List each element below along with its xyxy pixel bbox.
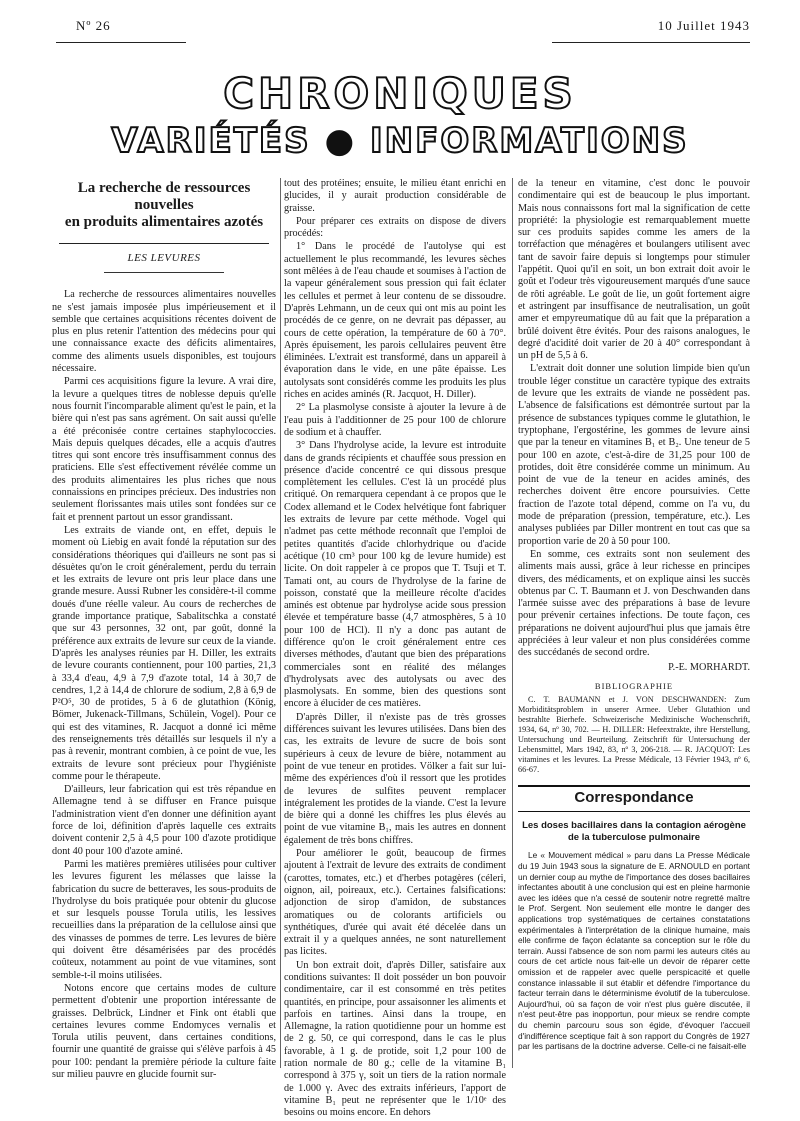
article-paragraph: Parmi les matières premières utilisées pour cultiver les levures figurent les mélasses que laisse la fabrication du sucre de betteraves, les sous-produits de l'hydrolyse du bois pratiquée pour obtenir du glucose et sur lesquels pousse Torula utilis, les lessives recueillies dans la préparation de la cellulose ainsi que des vinasses de pommes de terre. Les levures de bière qui doivent être désamérisées par des procédés coûteux, notamment au point de vue vitamines, sont semble-t-il moins utilisées. <box>52 858 276 981</box>
article-title-line: nouvelles <box>134 197 194 213</box>
issue-date: 10 Juillet 1943 <box>657 18 750 33</box>
article-column-3 <box>518 178 750 1052</box>
masthead-chroniques: CHRONIQUES <box>223 69 577 118</box>
page-header <box>56 16 750 38</box>
correspondance-header <box>518 785 750 812</box>
article-paragraph: Un bon extrait doit, d'après Diller, satisfaire aux conditions suivantes: Il doit posséder un bon pouvoir condimentaire, car il est consommé en très petites quantités, en principe, pour assaisonner les aliments et parfois en tartines. Ainsi dans la troupe, en Allemagne, la ration quotidienne pour un homme est de 2 g. 50, ce qui correspond, dans le cas le plus favorable, à 1 g. de protide, soit 1,2 pour 100 de ration normale de 80 g.; celle de la vitamine B₁ correspond à 375 γ, soit un tiers de la ration normale de 1.000 γ. Avec des extraits inférieurs, l'apport de vitamine B₁ peut ne représenter que le 1/10ᵉ des besoins ou moins encore. En dehors <box>284 959 506 1119</box>
header-rule-left <box>56 42 186 43</box>
section-subtitle: LES LEVURES <box>127 252 201 264</box>
bibliography-title: BIBLIOGRAPHIE <box>594 680 674 691</box>
masthead <box>0 70 800 162</box>
header-rule-right <box>552 42 750 43</box>
article-title-line: La recherche de ressources <box>77 180 251 196</box>
correspondance-title: Correspondance <box>574 789 694 807</box>
article-paragraph: Pour améliorer le goût, beaucoup de firmes ajoutent à l'extrait de levure des extraits de condiment (carottes, tomates, etc.) et d'herbes potagères (céleri, oignon, ail, poireaux, etc.). Certaines falsifications: adjonction de sirop d'amidon, de substances aromatiques ou de colorants artificiels ou synthétiques, d'urée qui avait été décelée dans un extrait il y a quelques années, ne sont naturellement pas licites. <box>284 848 506 958</box>
article-paragraph: Notons encore que certains modes de culture permettent d'obtenir une proportion intéressante de graisses. Delbrück, Lindner et Fink ont établi que certaines levures comme Endomyces vernalis et Torula utilis peuvent, dans certaines conditions, fournir une quantité de graisse qui s'élève parfois à 45 pour 100: pendant la première période la culture faite sur milieu pauvre en glucide fournit sur- <box>52 982 276 1080</box>
article-column-2 <box>284 178 506 1121</box>
article-paragraph: D'ailleurs, leur fabrication qui est très répandue en Allemagne tend à se diffuser en France puisque l'administration vient d'en donner une définition ayant force de loi, définition d'après laquelle ces extraits doivent contenir 2,5 à 4,5 pour 100 d'azote protidique dont 40 pour 100 d'azote aminé. <box>52 784 276 857</box>
article-paragraph: tout des protéines; ensuite, le milieu étant enrichi en glucides, il y aurait production considérable de graisse. <box>284 178 506 214</box>
correspondance-subtitle-line: de la tuberculose pulmonaire <box>568 832 700 844</box>
author-signature: P.-E. MORHARDT. <box>668 661 750 673</box>
masthead-varietes: VARIÉTÉS <box>111 121 311 161</box>
masthead-informations: INFORMATIONS <box>370 121 689 161</box>
article-paragraph: Pour préparer ces extraits on dispose de divers procédés: <box>284 215 506 240</box>
correspondance-body <box>518 850 750 1051</box>
article-title-line: en produits alimentaires azotés <box>64 214 264 230</box>
article-paragraph: D'après Diller, il n'existe pas de très grosses différences suivant les levures utilisées. Dans bien des cas, les extraits de levure de sucre de bois sont supérieurs à ceux de levure de bière, notamment au point de vue teneur en protides. Völker a fait sur lui-même des expériences d'où il ressort que les protides de levures de sulfites peuvent remplacer intégralement les protides de la viande. C'est la levure de bière qui a donné les chiffres les plus élevés au point de vue vitamine B₁, mais les autres en donnent également de très bons chiffres. <box>284 711 506 846</box>
bibliography-entry: C. T. BAUMANN et J. VON DESCHWANDEN: Zum Morbiditätsproblem in unserer Armee. Ueber Glutathion und bestrahlte Bierhefe. Schweizerische Medizinische Wochenschrift, 1934, 64, nº 30, 702. — H. DILLER: Hefeextrakte, ihre Herstellung, Untersuchung und Beurteilung. Zeitschrift für Untersuchung der Lebensmittel, Mars 1942, 83, nº 3, 206-218. — R. JACQUOT: Les vitamines et les levures. La Presse Médicale, 13 Février 1943, nº 6, 66-67. <box>518 695 750 775</box>
column-divider <box>280 178 281 1068</box>
correspondance-paragraph: Le « Mouvement médical » paru dans La Presse Médicale du 19 Juin 1943 sous la signature de E. ARNOULD en portant un dernier coup au mythe de l'importance des doses bacillaires infectantes aboutit à une conclusion qui est en pleine harmonie avec les idées que n'a cessé de soutenir notre regretté maître le Prof. Sergent. Non seulement elle montre le danger des applications trop systématiques de certaines constatations expérimentales à l'interprétation de la clinique humaine, mais elle confirme de façon éclatante sa conception sur le rôle du terrain. Aussi l'absence de son nom parmi les auteurs cités au cours de cet article nous fait-elle un devoir de réparer cette omission et de rappeler avec quelle perspicacité et quelle constance inlassable il sut établir et défendre l'importance du facteur terrain dans le déterminisme évolutif de la tuberculose. Aujourd'hui, où sa façon de voir n'est plus guère discutée, il n'est peut-être pas inopportun, pour mieux se rendre compte du chemin parcouru sous son égide, d'évoquer l'accueil d'indifférence sceptique fait à son rapport du Congrès de 1927 par les partisans de la doctrine adverse. Celle-ci ne faisait-elle <box>518 850 750 1052</box>
article-paragraph: de la teneur en vitamine, c'est donc le pouvoir condimentaire qui est de beaucoup le plus important. Mais nous connaissons fort mal la signification de cette propriété: la physiologie est remarquablement muette sur ces produits sapides comme les amers de la torréfaction que ménagères et boulangers utilisent avec tant de savoir faire depuis si longtemps pour stimuler l'appétit. Quoi qu'il en soit, un bon extrait doit avoir le goût et l'odeur très vigoureusement marqués d'une sauce de rôti agréable. Le goût de lie, un goût fortement aigre et astringent par insuffisance de neutralisation, un goût amer et empyreumatique dû au fait que la préparation a brûlé doivent être évités. Pour des raisons analogues, le degré d'acidité doit varier de 20 à 40° correspondant à un pH de 5,5 à 6. <box>518 178 750 362</box>
article-paragraph: Les extraits de viande ont, en effet, depuis le moment où Liebig en avait fondé la réputation sur des considérations théoriques qui d'ailleurs ne sont pas si désuètes qu'on le croit généralement, perdu du terrain et les extraits de levure ont pris leur place dans une grande mesure. Aussi Rubner les considère-t-il comme doués d'une réelle valeur. Au cours de recherches de grande importance pratique, Sabalitschka a constaté que sur 43 personnes, 32 ont, par goût, donné la préférence aux extraits de levure sur ceux de la viande. D'après les analyses réunies par H. Diller, les extraits de levure courants contiennent, pour 100 parties, 21,3 à 33,4 d'eau, 4,9 à 7,9 d'azote total, 14 à 30,7 de cendres, 1,2 à 14,4 de chlorure de sodium, 2,8 à 6,9 de P²O⁵, 30 de protides, 5 à 6 de glutathion (König, Bömer, Jukenack-Tillmans, Schülein, Vogel). Pour ce qui est des vitamines, R. Jacquot a donné ici même des renseignements très détaillés sur lesquels il n'y a pas à revenir, montrant combien, à ce point de vue, les extraits de levure sont précieux pour l'hygiéniste comme pour le thérapeute. <box>52 524 277 782</box>
bibliography <box>518 695 750 775</box>
correspondance-subtitle <box>518 820 750 844</box>
column-divider <box>512 178 513 1068</box>
masthead-bullet-icon: ● <box>324 121 357 161</box>
article-column-1 <box>52 178 276 1082</box>
article-paragraph: 2° La plasmolyse consiste à ajouter la levure à de l'eau puis à l'additionner de 25 pour 100 de chlorure de sodium et à chauffer. <box>284 402 506 438</box>
page-number: Nº 26 <box>76 18 111 33</box>
masthead-varietes-informations <box>0 120 800 162</box>
article-paragraph: 1° Dans le procédé de l'autolyse qui est actuellement le plus recommandé, les levures sèches sont mêlées à de l'eau chaude et soumises à l'action de la vapeur généralement sous pression qui fait éclater les cellules et permet à leur contenu de se dissoudre. D'après Lehmann, un de ceux qui ont mis au point les procédés de ce genre, on ne devrait pas dépasser, au cours de cette opération, la température de 60 à 70°. Après épuisement, les parois cellulaires peuvent être éliminées. L'extrait est transformé, dans un appareil à évaporation dans le vide, en une pâte épaisse. Les autolysats sont considérés comme les produits les plus riches en acides aminés (R. Jacquot, H. Diller). <box>284 241 506 401</box>
article-title <box>52 180 276 231</box>
article-paragraph: La recherche de ressources alimentaires nouvelles ne s'est jamais imposée plus impérieusement et il semble que certaines acquisitions récentes doivent de plus en plus retenir l'attention des médecins pour qui une connaissance exacte des déficits alimentaires, comme des aliments usuels disponibles, est toujours nécessaire. <box>52 289 276 375</box>
article-paragraph: En somme, ces extraits sont non seulement des aliments mais aussi, grâce à leur richesse en principes divers, des médicaments, et on explique ainsi les succès obtenus par C. T. Baumann et J. von Deschwanden dans l'armée suisse avec des préparations à base de levure pour prévenir certaines infections. De toute façon, ces préparations ne doivent aujourd'hui plus que jamais être appréciées à leur valeur et non plus considérées comme des succédanés de second ordre. <box>518 548 750 659</box>
article-paragraph: L'extrait doit donner une solution limpide bien qu'un trouble léger constitue un caractère typique des extraits de levure que les extraits de viande ne possèdent pas. L'absence de falsifications est démontrée surtout par la présence de substances typiques comme le glutathion, le tryptophane, l'ergostérine, les gommes de levure ainsi que par la teneur en vitamines B₁ et B₂. Une teneur de 5 pour 100 en azote, c'est-à-dire de 31,25 pour 100 de protides, doit être considérée comme un minimum. Au point de vue de la teneur en acides aminés, des recherches doivent être encore poursuivies. Cette fraction de l'azote total dépend, comme on l'a vu, du mode de préparation (pression, température, etc.). Les analyses publiées par Diller montrent en tout cas que sa proportion varie de 20 à 50 pour 100. <box>518 363 750 547</box>
correspondance-subtitle-line: Les doses bacillaires dans la contagion aérogène <box>522 820 746 832</box>
article-paragraph: 3° Dans l'hydrolyse acide, la levure est introduite dans de grands récipients et chauffée sous pression en présence d'acide concentré ce qui dissous presque complètement les cellules. C'est là un procédé plus critiqué. On remarquera cependant à ce propos que le Codex allemand et le Codex helvétique font fabriquer les extraits de levure par cette méthode. Vogel qui n'admet pas cette méthode reconnaît que l'emploi de petites quantités d'acide chlorhydrique ou d'acide acétique (10 cm³ pour 100 kg de levure humide) est licite. On doit rappeler à ce propos que T. Tsuji et T. Tamati ont, au cours de l'hydrolyse de la farine de poisson, constaté que la meilleure récolte d'acides aminés est obtenue par hydrolyse acide sous pression élevée et température basse (4,7 atmosphères, 5 à 10 pour 100 de HCl). Il n'y a donc pas autant de différence qu'on le croit généralement entre ces diverses méthodes, d'autant que bien des préparations commerciales sont en réalité des mélanges d'hydrolysats avec des autolysats ou avec des plasmolysats. En somme, bien des questions sont encore à élucider de ces matières. <box>284 440 506 710</box>
title-rule <box>59 243 269 244</box>
article-paragraph: Parmi ces acquisitions figure la levure. A vrai dire, la levure a quelques titres de noblesse depuis qu'elle nous fournit l'incomparable aliment qu'est le pain, et la bière qui n'est pas sans agrément. On sait aussi qu'elle a été préconisée contre certaines staphylococcies. Mais depuis quelques décades, elle a acquis d'autres titres qui sont encore très insuffisamment connus des praticiens. Elle s'est effectivement révélée comme un des produits alimentaires les plus riches que nous connaissions en principes précieux. Des industries non seulement florissantes mais utiles sont fondées sur ce fait et prennent partout un essor grandissant. <box>52 376 276 523</box>
section-subtitle-rule <box>104 272 224 273</box>
